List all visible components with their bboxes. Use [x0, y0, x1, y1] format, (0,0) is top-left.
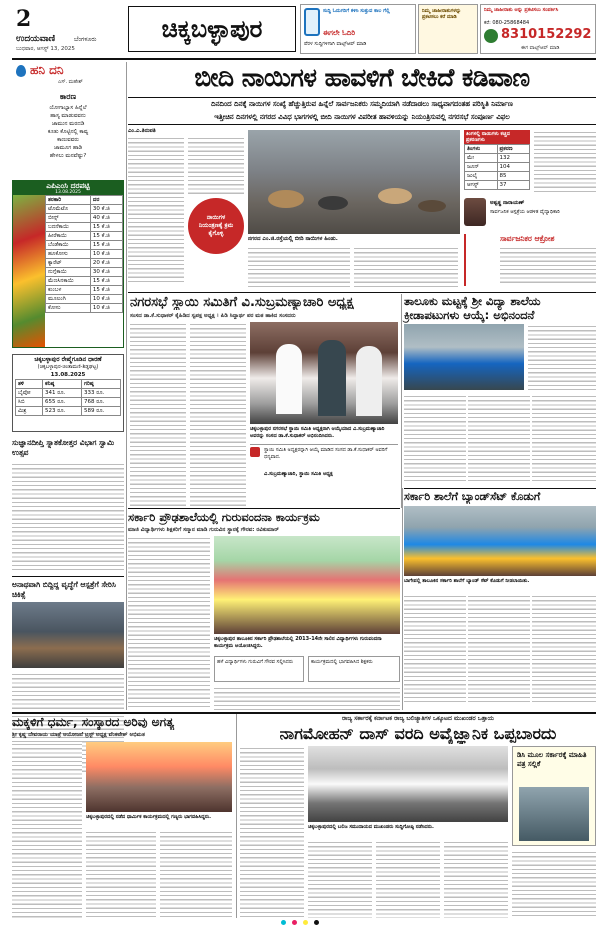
quote-name: ಅಶ್ವತ್ಥ ನಾರಾಯಣ್	[490, 200, 525, 206]
story7-photo	[308, 746, 508, 822]
paper-city: ಬೆಂಗಳೂರು	[74, 36, 97, 43]
story4-caption: ಬಾಗೇಪಲ್ಲಿ ತಾಲೂಕಿನ ಸರ್ಕಾರಿ ಶಾಲೆಗೆ ಬ್ಯಾಂಡ್ ಸೆಟ್ ಕೊಡುಗೆ ನೀಡಲಾಯಿತು.	[404, 578, 530, 584]
ad-photo	[519, 787, 589, 841]
bottom-ad-text: ಡಿಸಿ ಮೂಲ ಸರ್ಕಾರಕ್ಕೆ ಮಾಹಿತಿ ಪತ್ರ ಸಲ್ಲಿಕೆ	[517, 751, 587, 768]
silk-date: 13.08.2025	[50, 372, 86, 378]
brief-1-body	[12, 462, 124, 572]
story2-body-col1	[130, 322, 186, 506]
honey-dani-author: ಎಸ್. ಮಹೇಶ್	[58, 79, 83, 85]
table-row	[46, 259, 123, 268]
table-cell: ಹೂಕೋಸು	[46, 250, 91, 259]
table-cell: ಹೀರೆಕಾಯಿ	[46, 232, 91, 241]
sidebar-divider	[126, 62, 127, 710]
stats-title: ತಿಂಗಳಲ್ಲಿ ನಾಯಿಗಳು ಕಚ್ಚಿದ ಪ್ರಕರಣಗಳು	[464, 130, 530, 144]
table-header-cell: ಪ್ರಕರಣ	[497, 145, 530, 154]
story2-body-col2	[190, 322, 246, 506]
table-header-cell: ತಳಿ	[16, 380, 43, 389]
table-row	[16, 407, 121, 416]
story3-rule	[404, 488, 596, 489]
dog-bite-stats	[464, 130, 530, 192]
lead-deck-1: ದಿನದಿಂದ ದಿನಕ್ಕೆ ನಾಯಿಗಳ ಸಂಖ್ಯೆ ಹೆಚ್ಚುತ್ತಿರುವ ಹಿನ್ನೆಲೆ ಸಾರ್ವಜನಿಕರು ಸಮ್ಮದಿಯಾಗಿ ನಡೆದಾಡಲು ಸಾಧ್ಯವಾಗದಂತಹ ಪರಿಸ್ಥಿತಿ ನಿರ್ಮಾಣ	[211, 100, 513, 108]
table-cell: 10 ಕೆ.ಜಿ	[90, 295, 122, 304]
story5-box1-text: ಹಳೆ ವಿದ್ಯಾರ್ಥಿಗಳು ಗುರುವಿಗೆ ಗೌರವ ಸಲ್ಲಿಸಿದರು	[217, 659, 294, 665]
person-shape	[276, 344, 302, 414]
whatsapp-ad[interactable]	[300, 4, 416, 54]
story2-quote-sign: ವಿ.ಸುಬ್ರಮಣ್ಯಾಚಾರಿ, ಸ್ಥಾಯಿ ಸಮಿತಿ ಅಧ್ಯಕ್ಷ	[264, 471, 333, 477]
table-row	[46, 268, 123, 277]
table-row	[16, 389, 121, 398]
market-table	[45, 195, 123, 313]
whatsapp-icon	[484, 29, 498, 43]
dog-shape	[268, 190, 304, 208]
table-cell: 30 ಕೆ.ಜಿ	[90, 268, 122, 277]
ad1-bottom-text2: ಪೆರಳ ಸುದ್ದಿಗಳಿಗಾಗಿ ವಾಟ್ಸ್‌ಆಪ್ ಮಾಡಿ	[304, 41, 367, 47]
poem-lines	[12, 104, 124, 160]
masthead-rule	[12, 58, 596, 60]
lead-body-col1	[128, 136, 184, 282]
story6-divider	[236, 714, 237, 918]
table-cell: 15 ಕೆ.ಜಿ	[90, 232, 122, 241]
lead-body-col4	[354, 246, 458, 290]
table-cell: ಬೆಂಡೆಕಾಯಿ	[46, 241, 91, 250]
poem-line: ಜಾಮೂಗ ಹಾಡಿ	[53, 145, 83, 151]
table-cell: ಜುಲೈ	[465, 172, 498, 181]
dog-shape	[378, 188, 412, 204]
public-outcry-body	[500, 246, 596, 286]
ad3-phone-small: ಕರೆ: 080-25868484	[484, 20, 530, 26]
table-cell: 10 ಕೆ.ಜಿ	[90, 250, 122, 259]
story4-body-col1	[404, 594, 466, 704]
paper-name: ಉದಯವಾಣಿ	[16, 34, 56, 44]
story2-quote-text: ಸ್ಥಾಯಿ ಸಮಿತಿ ಅಧ್ಯಕ್ಷರನ್ನಾಗಿ ಆಯ್ಕೆ ಮಾಡಿದ ಸಂಸದ ಡಾ.ಕೆ.ಸುಧಾಕರ್ ಅವರಿಗೆ ಧನ್ಯವಾದ.	[264, 447, 388, 460]
story5-box2-text: ಕಾರ್ಯಕ್ರಮದಲ್ಲಿ ಭಾಗವಹಿಸಿದ ಶಿಕ್ಷಕರು	[311, 659, 373, 665]
public-outcry-title: ಸಾರ್ವಜನಿಕರ ಆಕ್ರೋಶ	[500, 234, 555, 243]
table-header-row	[46, 196, 123, 205]
ad3-top-text: ನಿಮ್ಮ ಜಾಹೀರಾತು ಅನ್ನು ಪ್ರಕಟಿಸಲು ಸಂಪರ್ಕಿಸಿ	[484, 7, 559, 13]
ad1-bottom-text: ಈಗಲೇ ಓದಿರಿ	[323, 29, 356, 37]
table-cell: ನುಗ್ಗೆಕಾಯಿ	[46, 268, 91, 277]
bottom-rule	[12, 712, 596, 714]
story5-box1	[214, 656, 304, 682]
quote-icon	[250, 447, 260, 457]
phone-icon	[304, 8, 320, 36]
table-cell: ಮಿಶ್ರ	[16, 407, 43, 416]
edition-name: ಚಿಕ್ಕಬಳ್ಳಾಪುರ	[128, 6, 296, 52]
table-cell: 132	[497, 154, 530, 163]
story4-body-col2	[468, 594, 530, 704]
story7-kicker: ರಾಜ್ಯ ಸರ್ಕಾರಕ್ಕೆ ಕರ್ನಾಟಕ ರಾಜ್ಯ ಬಲಿಜ್ಯಾತಿಗಳ ಒಕ್ಕೂಟದ ಮುಖಂಡರ ಒತ್ತಾಯ	[342, 715, 494, 722]
story5-rule	[128, 508, 400, 509]
table-cell: 15 ಕೆ.ಜಿ	[90, 241, 122, 250]
story3-body-col2	[468, 394, 530, 484]
table-row	[46, 277, 123, 286]
brief-2-title: ಅನಾಥವಾಗಿ ಬಿದ್ದಿದ್ದ ವೃದ್ಧೆಗೆ ಆಸ್ಪತ್ರೆಗೆ ಸೇರಿಸಿ ಚಿಕಿತ್ಸೆ	[12, 580, 116, 599]
story5-body-col1	[128, 536, 210, 710]
story3-photo	[404, 324, 524, 390]
ad3-label: ಈಗ ವಾಟ್ಸ್ಆಪ್ ಮಾಡಿ	[521, 45, 560, 51]
story7-body-col4	[444, 840, 508, 918]
table-row	[46, 241, 123, 250]
color-registration-marks	[100, 920, 500, 926]
story5-deck: ಮಾಜಿ ವಿದ್ಯಾರ್ಥಿಗಳು ಶಿಕ್ಷಕರಿಗೆ ಸನ್ಮಾನ ಮಾಡಿ ಗುರುವಿನ ಸ್ಥಾನಕ್ಕೆ ಗೌರವ: ರವಿಕುಮಾರ್	[128, 527, 279, 533]
table-header-row	[16, 380, 121, 389]
black-dot	[314, 920, 319, 925]
table-cell: ಬೈವೋ	[16, 389, 43, 398]
table-row	[16, 398, 121, 407]
story3-body-col1	[404, 394, 466, 484]
table-header-row	[465, 145, 530, 154]
table-cell: 333 ರೂ.	[82, 389, 121, 398]
poem-line: ಹಾಸ್ಯ ಮಾಡುವವನು	[50, 113, 86, 119]
poem-line: ಕೂತು ಕೊಟ್ಟಿನಲ್ಲಿ ಕಾವ್ಯ	[47, 129, 89, 135]
table-header-cell: ತಿಂಗಳು	[465, 145, 498, 154]
table-cell: ಆಗಸ್ಟ್	[465, 181, 498, 190]
market-box	[12, 180, 124, 348]
story4-headline: ಸರ್ಕಾರಿ ಶಾಲೆಗೆ ಬ್ಯಾಂಡ್‌ಸೆಟ್ ಕೊಡುಗೆ	[404, 490, 541, 503]
table-cell: ಮೇ	[465, 154, 498, 163]
story7-body-col2	[308, 840, 372, 918]
table-row	[46, 232, 123, 241]
honey-dani-title: ಹನಿ ದನಿ	[30, 63, 64, 77]
table-header-cell: ತರಕಾರಿ	[46, 196, 91, 205]
lead-caption: ನಗರದ ಎಂ.ಜಿ.ರಸ್ತೆಯಲ್ಲಿ ಬೀದಿ ನಾಯಿಗಳ ಹಿಂಡು.	[248, 236, 338, 242]
sidebar-rule	[12, 576, 124, 577]
story4-photo	[404, 506, 596, 576]
table-cell: 10 ಕೆ.ಜಿ	[90, 304, 122, 313]
story3-side-text	[528, 324, 596, 390]
story6-body-col1	[12, 742, 82, 918]
story6-deck: ಶ್ರೀ ಕೃಷ್ಣ ದೇವರಾಯ ಯಾತ್ರೆ ಆಯೋಜನೆ ಟ್ರಸ್ಟ್ ಅಧ್ಯಕ್ಷ ವೆಂಕಟೇಶ್ ಅಭಿಮತ	[12, 732, 145, 738]
stats-side-text	[534, 130, 596, 192]
stats-table	[464, 144, 530, 190]
table-cell: ಕೋಸು	[46, 304, 91, 313]
dog-shape	[318, 196, 348, 210]
table-cell: 523 ರೂ.	[43, 407, 82, 416]
story5-headline: ಸರ್ಕಾರಿ ಪ್ರೌಢಶಾಲೆಯಲ್ಲಿ ಗುರುವಂದನಾ ಕಾರ್ಯಕ್ರಮ	[128, 510, 320, 524]
ad3-phone-number: 8310152292	[501, 27, 592, 42]
lead-badge-text: ನಾಯಿಗಳ ನಿಯಂತ್ರಣಕ್ಕೆ ಕ್ರಮ ಕೈಗೊಳ್ಳಿ	[198, 214, 234, 237]
story7-body-col3	[376, 840, 440, 918]
market-title: ಎಪಿಎಂಸಿ ದರಪಟ್ಟಿ	[46, 181, 90, 190]
table-row	[46, 214, 123, 223]
table-row	[465, 181, 530, 190]
ad-box-2[interactable]	[418, 4, 478, 54]
table-cell: ಜೂನ್	[465, 163, 498, 172]
silk-box	[12, 354, 124, 432]
table-row	[46, 250, 123, 259]
story2-caption: ಚಿಕ್ಕಬಳ್ಳಾಪುರ ನಗರಸಭೆ ಸ್ಥಾಯಿ ಸಮಿತಿ ಅಧ್ಯಕ್ಷರಾಗಿ ಆಯ್ಕೆಯಾದ ವಿ.ಸುಬ್ರಮಣ್ಯಾಚಾರಿ ಅವರನ್ನು ಸಂಸದ ಡಾ.ಕೆ.ಸುಧಾಕರ್ ಅಭಿನಂದಿಸಿದರು.	[250, 426, 385, 439]
table-cell: ಕುಂಬಳ	[46, 286, 91, 295]
story2-photo	[250, 322, 398, 424]
table-cell: 15 ಕೆ.ಜಿ	[90, 277, 122, 286]
brief-1-title: ಸುಜ್ಞಾನದೀಪ್ತಿ ಸ್ನಾತಕೋತ್ತರ ವಿಭಾಗ ಸ್ವಾಮಿ ಉತ್ಸವ	[12, 438, 115, 457]
story5-box2	[308, 656, 400, 682]
story6-photo	[86, 742, 232, 812]
table-cell: 15 ಕೆ.ಜಿ	[90, 286, 122, 295]
honey-dani-logo	[16, 65, 26, 77]
table-header-cell: ಕನಿಷ್ಠ	[43, 380, 82, 389]
poem-line: ಜಾಮುನ ಮರದಡಿ	[51, 121, 85, 127]
lead-headline: ಬೀದಿ ನಾಯಿಗಳ ಹಾವಳಿಗೆ ಬೇಕಿದೆ ಕಡಿವಾಣ	[194, 63, 530, 92]
masthead	[0, 0, 600, 58]
quote-role: ಸಾರ್ವಜನಿಕ ಆಸ್ಪತ್ರೆಯ ಆಡಳಿತ ವೈದ್ಯಾಧಿಕಾರಿ	[490, 209, 560, 215]
story5-photo	[214, 536, 400, 634]
story7-body-col1	[240, 746, 304, 918]
story5-divider	[402, 488, 403, 710]
table-row	[465, 163, 530, 172]
quote-box	[464, 194, 596, 232]
phone-ad[interactable]	[480, 4, 596, 54]
ad1-top-text: ಸುದ್ದಿ ಓದುಗರಿಗೆ ಕಳಿಸಿ ಸುತ್ತುವ ಕಾಲ ಗೆಲ್ಲಿ	[323, 8, 390, 14]
table-header-cell: ದರ	[90, 196, 122, 205]
story2-deck: ಸಂಸದ ಡಾ.ಕೆ.ಸುಧಾಕರ್ ಕೈಹಿಡಿದ ಸ್ವಪಕ್ಷ ಅಧ್ಯಕ್ಷ । ಪಿಡಿ ಸಿದ್ದಾರ್ಥ ಪರ ಮತ ಹಾಕಿದ ಸಂಸದರು	[130, 313, 296, 319]
poem-line: ಕಾಣುವವರು	[57, 137, 79, 143]
story5-body-col2	[214, 686, 400, 710]
table-cell: 15 ಕೆ.ಜಿ	[90, 223, 122, 232]
table-cell: 589 ರೂ.	[82, 407, 121, 416]
yellow-dot	[303, 920, 308, 925]
table-cell: 655 ರೂ.	[43, 398, 82, 407]
story6-body-col2	[86, 830, 156, 918]
poem-line: ಹೇಳಲು ಮನವೆಷ್ಟು?	[49, 153, 87, 159]
story2-quote	[250, 444, 398, 506]
story2-divider	[401, 294, 402, 508]
silk-subtitle: (ಚಿಕ್ಕಬಳ್ಳಾಪುರ-ಚಿಂತಾಮಣಿ-ಶಿಡ್ಲಘಟ್ಟ)	[37, 364, 99, 370]
lead-body-col2	[188, 136, 244, 196]
market-title-bar	[13, 181, 123, 195]
table-cell: 20 ಕೆ.ಜಿ	[90, 259, 122, 268]
ad2-text: ನಿಮ್ಮ ಜಾಹೀರಾತುಗಳನ್ನು ಪ್ರಕಟಿಸಲು ಕರೆ ಮಾಡಿ	[422, 8, 462, 20]
table-row	[46, 205, 123, 214]
table-row	[46, 223, 123, 232]
market-date: 13.08.2025	[55, 190, 81, 195]
lead-body-col3	[248, 246, 350, 290]
lead-badge	[188, 198, 244, 254]
person-shape	[356, 346, 382, 416]
table-header-cell: ಗರಿಷ್ಠ	[82, 380, 121, 389]
page-number: 2	[16, 6, 32, 32]
table-row	[465, 172, 530, 181]
poem-title: ಕಾರಣ	[59, 92, 77, 101]
person-shape	[318, 340, 346, 416]
sidebar	[12, 62, 124, 710]
story6-caption: ಚಿಕ್ಕಬಳ್ಳಾಪುರದಲ್ಲಿ ನಡೆದ ಧಾರ್ಮಿಕ ಕಾರ್ಯಕ್ರಮದಲ್ಲಿ ಗಣ್ಯರು ಭಾಗವಹಿಸಿದ್ದರು.	[86, 814, 212, 820]
table-cell: ಮೆಣಸಿನಕಾಯಿ	[46, 277, 91, 286]
table-cell: ಮೂಲಂಗಿ	[46, 295, 91, 304]
story7-caption: ಚಿಕ್ಕಬಳ್ಳಾಪುರದಲ್ಲಿ ಬಲಿಜ ಸಮುದಾಯದ ಮುಖಂಡರು ಸುದ್ದಿಗೋಷ್ಠಿ ನಡೆಸಿದರು.	[308, 824, 434, 830]
table-cell: 40 ಕೆ.ಜಿ	[90, 214, 122, 223]
table-row	[46, 304, 123, 313]
lead-photo	[248, 130, 460, 234]
dog-shape	[418, 200, 446, 212]
brief-2-photo	[12, 602, 124, 668]
table-row	[465, 154, 530, 163]
table-cell: ಬೀನ್ಸ್	[46, 214, 91, 223]
table-cell: 37	[497, 181, 530, 190]
table-cell: 768 ರೂ.	[82, 398, 121, 407]
story7-headline: ನಾಗಮೋಹನ್ ದಾಸ್ ವರದಿ ಅವೈಜ್ಞಾನಿಕ ಒಪ್ಪಬಾರದು	[279, 724, 557, 743]
story6-body-col3	[160, 830, 232, 918]
table-cell: 85	[497, 172, 530, 181]
table-row	[46, 286, 123, 295]
lead-deck-bar	[128, 97, 596, 125]
bottom-right-ad[interactable]	[512, 746, 596, 846]
table-row	[46, 295, 123, 304]
table-cell: ಸಿಬಿ	[16, 398, 43, 407]
lead-byline: ಎಂ.ಎ.ತಿರುಪತಿ	[128, 128, 156, 134]
avatar	[464, 198, 486, 226]
magenta-dot	[292, 920, 297, 925]
issue-date: ಬುಧವಾರ, ಆಗಸ್ಟ್ 13, 2025	[16, 46, 75, 52]
vegetable-photo	[13, 195, 45, 347]
poem-line: ಯೋಗಾಭ್ಯಾಸ ಹಿನ್ನೆಲೆ	[49, 105, 87, 111]
silk-title: ಚಿಕ್ಕಬಳ್ಳಾಪುರ ರೇಷ್ಮೆಗೂಡಿನ ಧಾರಣೆ	[34, 356, 102, 363]
story4-body-col3	[532, 594, 596, 704]
story2-headline: ನಗರಸಭೆ ಸ್ಥಾಯಿ ಸಮಿತಿಗೆ ವಿ.ಸುಬ್ರಮಣ್ಯಾಚಾರಿ ಅಧ್ಯಕ್ಷ	[130, 295, 354, 310]
story6-headline: ಮಕ್ಕಳಿಗೆ ಧರ್ಮ, ಸಂಸ್ಕಾರದ ಅರಿವು ಅಗತ್ಯ	[12, 715, 175, 729]
story5-caption: ಚಿಕ್ಕಬಳ್ಳಾಪುರ ತಾಲೂಕಿನ ಸರ್ಕಾರಿ ಪ್ರೌಢಶಾಲೆಯಲ್ಲಿ 2013-14ನೇ ಸಾಲಿನ ವಿದ್ಯಾರ್ಥಿಗಳು ಗುರುವಂದನಾ ಕಾರ್ಯಕ್ರಮ ಆಯೋಜಿಸಿದ್ದರು.	[214, 636, 382, 649]
table-cell: ಕ್ಯಾರೆಟ್	[46, 259, 91, 268]
table-cell: ಬದನೆಕಾಯಿ	[46, 223, 91, 232]
lead-deck-2: ಇತ್ತೀಚಿನ ದಿನಗಳಲ್ಲಿ ನಗರದ ವಿವಿಧ ಭಾಗಗಳಲ್ಲಿ ಬೀದಿ ನಾಯಿಗಳ ವಿಪರೀತ ಹಾವಳಿಯನ್ನು ನಿಯಂತ್ರಿಸುವಲ್ಲಿ ನಗರಸಭೆ ಸಂಪೂರ್ಣ ವಿಫಲ	[214, 113, 510, 121]
table-cell: ಟೊಮೆಟೊ	[46, 205, 91, 214]
story3-headline: ತಾಲೂಕು ಮಟ್ಟಕ್ಕೆ ಶ್ರೀ ವಿದ್ಯಾ ಶಾಲೆಯ ಕ್ರೀಡಾಪಟುಗಳು ಆಯ್ಕೆ: ಅಭಿನಂದನೆ	[404, 294, 541, 322]
story3-body-col3	[532, 394, 596, 484]
table-cell: 30 ಕೆ.ಜಿ	[90, 205, 122, 214]
table-cell: 341 ರೂ.	[43, 389, 82, 398]
table-cell: 104	[497, 163, 530, 172]
growing-box	[464, 234, 498, 286]
silk-table	[15, 379, 121, 416]
lead-rule	[128, 292, 596, 293]
bottom-right-text	[512, 850, 596, 918]
cyan-dot	[281, 920, 286, 925]
